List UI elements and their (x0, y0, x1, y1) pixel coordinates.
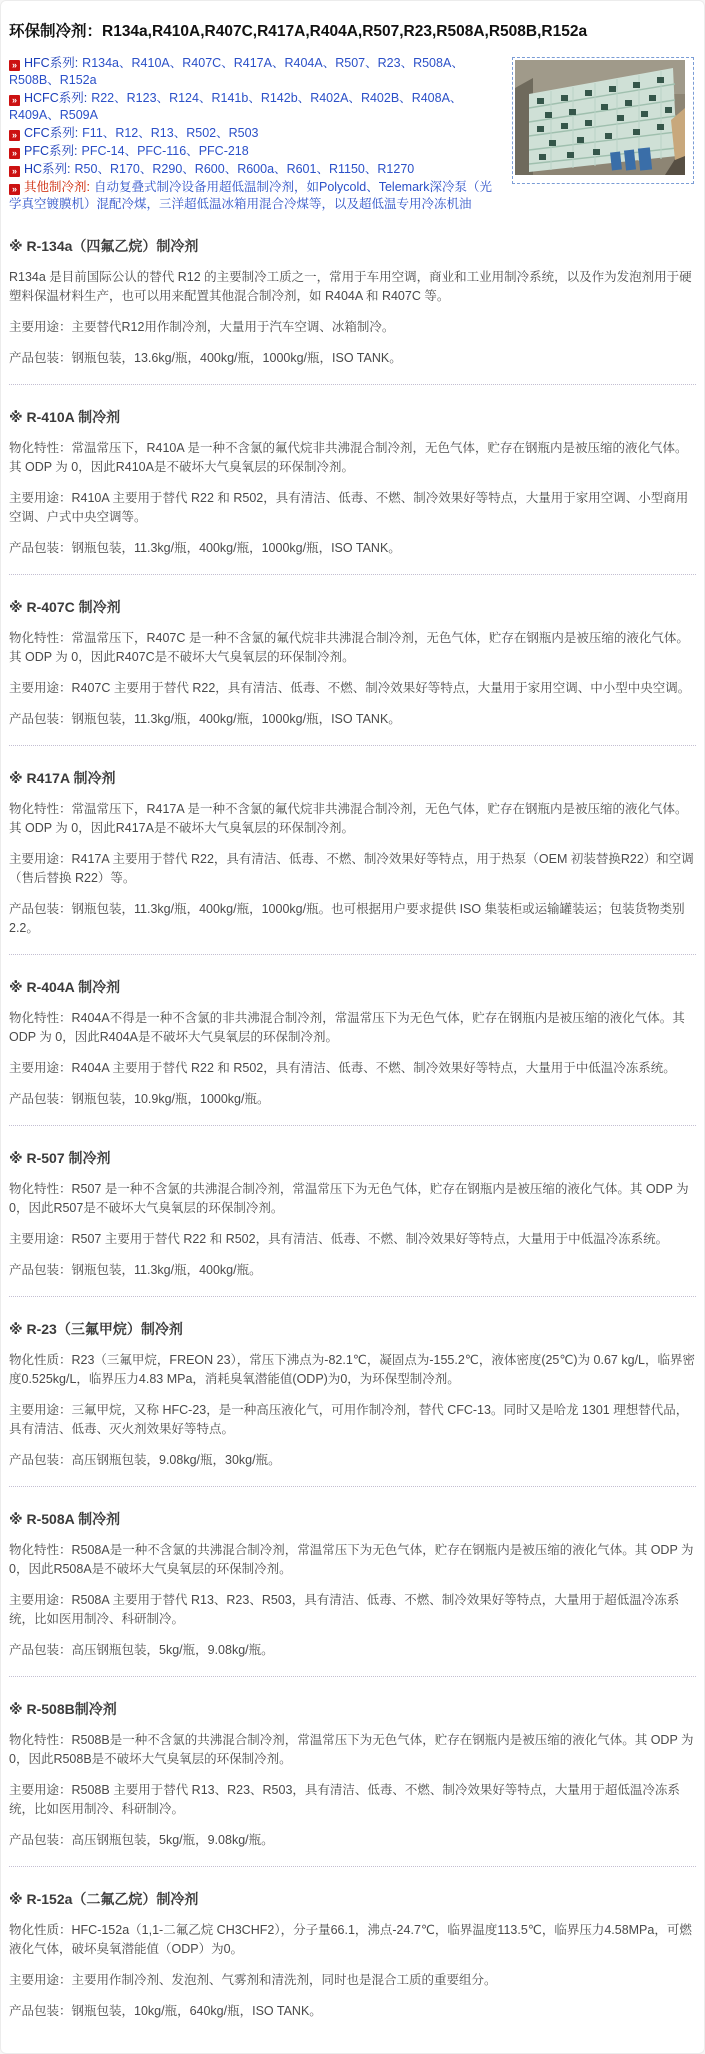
refrigerant-link-pfc-218[interactable]: PFC-218 (198, 144, 249, 158)
r134a-packaging: 产品包装：钢瓶包装，13.6kg/瓶，400kg/瓶，1000kg/瓶，ISO TANK。 (9, 351, 402, 365)
section-r508a (9, 1509, 696, 1660)
refrigerant-link-r600[interactable]: R600 (194, 162, 225, 176)
link-separator: 、 (97, 162, 110, 176)
section-heading-r508b: ※ R-508B制冷剂 (9, 1701, 117, 1717)
red-arrow-bullet-icon: » (9, 148, 20, 159)
refrigerant-link-r601[interactable]: R601 (286, 162, 317, 176)
refrigerant-link-r409a[interactable]: R409A (9, 108, 48, 122)
link-separator: 、 (119, 56, 132, 70)
refrigerant-link-r507[interactable]: R507 (335, 56, 366, 70)
link-separator: 、 (186, 144, 199, 158)
r410a-packaging: 产品包装：钢瓶包装，11.3kg/瓶，400kg/瓶，1000kg/瓶，ISO TANK。 (9, 541, 401, 555)
link-separator: 、 (156, 91, 170, 105)
link-separator: 、 (138, 126, 151, 140)
link-separator: 、 (47, 108, 60, 122)
r407c-properties: 物化特性：常温常压下，R407C 是一种不含氯的氟代烷非共沸混合制冷剂，无色气体，贮存在钢瓶内是被压缩的液化气体。其 ODP 为 0，因此R407C是不破坏大气臭氧层的环保制冷剂。 (9, 631, 689, 664)
page-title: 环保制冷剂：R134a,R410A,R407C,R417A,R404A,R507,R23,R508A,R508B,R152a (9, 23, 588, 40)
refrigerant-link-pfc-116[interactable]: PFC-116 (137, 144, 187, 158)
section-r508b (9, 1699, 696, 1850)
series-links-pfc (81, 144, 248, 158)
refrigerant-link-r13[interactable]: R13 (150, 126, 174, 140)
link-separator: 、 (139, 162, 153, 176)
refrigerant-link-r50[interactable]: R50 (74, 162, 98, 176)
section-r404a (9, 977, 696, 1109)
red-arrow-bullet-icon: » (9, 130, 20, 141)
r410a-main-uses: 主要用途：R410A 主要用于替代 R22 和 R502，具有清洁、低毒、不燃、制冷效果好等特点，大量用于家用空调、小型商用空调、户式中央空调等。 (9, 491, 689, 524)
link-separator: 、 (182, 162, 195, 176)
series-label-hc[interactable]: HC系列: (24, 162, 71, 176)
link-separator: 、 (322, 56, 336, 70)
section-r23 (9, 1319, 696, 1470)
r507-packaging: 产品包装：钢瓶包装，11.3kg/瓶，400kg/瓶。 (9, 1263, 262, 1277)
refrigerant-link-r509a[interactable]: R509A (59, 108, 98, 122)
refrigerant-link-r402b[interactable]: R402B (360, 91, 400, 105)
link-separator: 、 (198, 91, 212, 105)
r417a-packaging: 产品包装：钢瓶包装，11.3kg/瓶，400kg/瓶，1000kg/瓶。也可根据用户要求提供 ISO 集装柜或运输罐装运；包装货物类别 2.2。 (9, 902, 685, 935)
link-separator: 、 (451, 56, 464, 70)
r407c-main-uses: 主要用途：R407C 主要用于替代 R22，具有清洁、低毒、不燃、制冷效果好等特点，大量用于家用空调、中小型中央空调。 (9, 681, 691, 695)
section-heading-r404a: ※ R-404A 制冷剂 (9, 979, 121, 995)
r508b-packaging: 产品包装：高压钢瓶包装，5kg/瓶，9.08kg/瓶。 (9, 1833, 274, 1847)
section-heading-r417a: ※ R417A 制冷剂 (9, 770, 116, 786)
section-heading-r410a: ※ R-410A 制冷剂 (9, 409, 121, 425)
refrigerant-series-nav (9, 55, 696, 214)
section-r410a (9, 407, 696, 558)
r507-main-uses: 主要用途：R507 主要用于替代 R22 和 R502，具有清洁、低毒、不燃、制冷效果好等特点，大量用于中低温冷冻系统。 (9, 1232, 669, 1246)
series-row-other (9, 179, 696, 213)
link-separator: 、 (169, 56, 183, 70)
refrigerant-link-r22[interactable]: R22 (91, 91, 115, 105)
link-separator: 、 (102, 126, 116, 140)
series-label-hfc[interactable]: HFC系列: (24, 56, 79, 70)
product-boxes-photo-illustration (515, 60, 685, 175)
r404a-packaging: 产品包装：钢瓶包装，10.9kg/瓶，1000kg/瓶。 (9, 1092, 270, 1106)
link-separator: 、 (348, 91, 361, 105)
refrigerant-link-r503[interactable]: R503 (228, 126, 259, 140)
red-arrow-bullet-icon: » (9, 60, 20, 71)
section-divider (9, 745, 696, 746)
refrigerant-link-r417a[interactable]: R417A (233, 56, 272, 70)
refrigerant-link-r1270[interactable]: R1270 (377, 162, 415, 176)
series-label-pfc[interactable]: PFC系列: (24, 144, 78, 158)
r508a-main-uses: 主要用途：R508A 主要用于替代 R13、R23、R503，具有清洁、低毒、不燃、制冷效果好等特点，大量用于超低温冷冻系统，比如医用制冷、科研制冷。 (9, 1593, 680, 1626)
refrigerant-link-r12[interactable]: R12 (115, 126, 139, 140)
section-heading-r23: ※ R-23（三氟甲烷）制冷剂 (9, 1321, 183, 1337)
r134a-main-uses: 主要用途：主要替代R12用作制冷剂，大量用于汽车空调、冰箱制冷。 (9, 320, 395, 334)
r404a-main-uses: 主要用途：R404A 主要用于替代 R22 和 R502，具有清洁、低毒、不燃、制冷效果好等特点，大量用于中低温冷冻系统。 (9, 1061, 676, 1075)
refrigerant-link-r290[interactable]: R290 (152, 162, 183, 176)
section-r134a (9, 236, 696, 368)
r23-main-uses: 主要用途：三氟甲烷，又称 HFC-23，是一种高压液化气，可用作制冷剂，替代 CFC-13。同时又是哈龙 1301 理想替代品，具有清洁、低毒、灭火剂效果好等特点。 (9, 1403, 689, 1436)
r152a-packaging: 产品包装：钢瓶包装，10kg/瓶，640kg/瓶，ISO TANK。 (9, 2004, 322, 2018)
other-refrigerants-text[interactable]: 自动复叠式制冷设备用超低温制冷剂，如Polycold、Telemark深冷泵（光学真空镀膜机）混配冷煤，三洋超低温冰箱用混合冷煤等，以及超低温专用冷冻机油 (9, 180, 492, 211)
refrigerant-link-r508a[interactable]: R508A (413, 56, 452, 70)
r404a-properties: 物化特性：R404A不得是一种不含氯的非共沸混合制冷剂，常温常压下为无色气体，贮存在钢瓶内是被压缩的液化气体。其 ODP 为 0，因此R404A是不破坏大气臭氧层的环保制冷剂。 (9, 1011, 685, 1044)
refrigerant-link-r402a[interactable]: R402A (310, 91, 349, 105)
refrigerant-link-f11[interactable]: F11 (82, 126, 103, 140)
link-separator: 、 (364, 162, 378, 176)
section-heading-r507: ※ R-507 制冷剂 (9, 1150, 111, 1166)
series-label-other[interactable]: 其他制冷剂: (24, 180, 90, 194)
r508b-main-uses: 主要用途：R508B 主要用于替代 R13、R23、R503，具有清洁、低毒、不燃、制冷效果好等特点，大量用于超低温冷冻系统，比如医用制冷、科研制冷。 (9, 1783, 680, 1816)
refrigerant-link-r508b[interactable]: R508B (9, 73, 48, 87)
refrigerant-link-r408a[interactable]: R408A (411, 91, 450, 105)
link-separator: 、 (271, 56, 285, 70)
link-separator: 、 (224, 162, 238, 176)
link-separator: 、 (449, 91, 463, 105)
link-separator: 、 (316, 162, 329, 176)
r23-properties: 物化性质：R23（三氟甲烷，FREON 23），常压下沸点为-82.1℃，凝固点为-155.2℃，液体密度(25℃)为 0.67 kg/L，临界密度0.525kg/L，临界压力4.83 MPa，消耗臭氧潜能值(ODP)为0，为环保型制冷剂。 (9, 1353, 695, 1386)
refrigerant-link-r134a[interactable]: R134a (82, 56, 120, 70)
refrigerant-link-r123[interactable]: R123 (126, 91, 157, 105)
r23-packaging: 产品包装：高压钢瓶包装，9.08kg/瓶，30kg/瓶。 (9, 1453, 281, 1467)
section-divider (9, 1676, 696, 1677)
section-divider (9, 954, 696, 955)
r508b-properties: 物化特性：R508B是一种不含氯的共沸混合制冷剂，常温常压下为无色气体，贮存在钢瓶内是被压缩的液化气体。其 ODP 为 0，因此R508B是不破坏大气臭氧层的环保制冷剂。 (9, 1733, 694, 1766)
section-heading-r152a: ※ R-152a（二氟乙烷）制冷剂 (9, 1891, 199, 1907)
link-separator: 、 (400, 56, 414, 70)
red-arrow-bullet-icon: » (9, 184, 20, 195)
product-boxes-photo (512, 57, 694, 184)
refrigerant-link-r170[interactable]: R170 (109, 162, 140, 176)
red-arrow-bullet-icon: » (9, 166, 20, 177)
refrigerant-link-r142b[interactable]: R142b (260, 91, 298, 105)
section-divider (9, 1125, 696, 1126)
series-label-cfc[interactable]: CFC系列: (24, 126, 79, 140)
link-separator: 、 (274, 162, 287, 176)
refrigerant-link-r410a[interactable]: R410A (131, 56, 170, 70)
refrigerant-link-r141b[interactable]: R141b (211, 91, 249, 105)
link-separator: 、 (365, 56, 378, 70)
refrigerant-link-r23[interactable]: R23 (377, 56, 401, 70)
r152a-properties: 物化性质：HFC-152a（1,1-二氟乙烷 CH3CHF2），分子量66.1，沸点-24.7℃，临界温度113.5℃，临界压力4.58MPa，可燃液化气体，破坏臭氧潜能值（ODP）为0。 (9, 1923, 692, 1956)
link-separator: 、 (124, 144, 138, 158)
link-separator: 、 (173, 126, 187, 140)
section-divider (9, 1486, 696, 1487)
refrigerant-link-r124[interactable]: R124 (169, 91, 199, 105)
section-divider (9, 1296, 696, 1297)
section-r507 (9, 1148, 696, 1280)
section-r417a (9, 768, 696, 938)
link-separator: 、 (114, 91, 127, 105)
series-label-hcfc[interactable]: HCFC系列: (24, 91, 88, 105)
refrigerant-link-pfc-14[interactable]: PFC-14 (81, 144, 125, 158)
section-r152a (9, 1889, 696, 2021)
section-divider (9, 384, 696, 385)
refrigerant-link-r1150[interactable]: R1150 (328, 162, 365, 176)
link-separator: 、 (297, 91, 311, 105)
r152a-main-uses: 主要用途：主要用作制冷剂、发泡剂、气雾剂和清洗剂，同时也是混合工质的重要组分。 (9, 1973, 497, 1987)
refrigerant-link-r600a[interactable]: R600a (237, 162, 275, 176)
r407c-packaging: 产品包装：钢瓶包装，11.3kg/瓶，400kg/瓶，1000kg/瓶，ISO TANK。 (9, 712, 401, 726)
refrigerant-link-r407c[interactable]: R407C (182, 56, 222, 70)
link-separator: 、 (221, 56, 234, 70)
section-heading-r134a: ※ R-134a（四氟乙烷）制冷剂 (9, 238, 199, 254)
link-separator: 、 (216, 126, 229, 140)
r508a-packaging: 产品包装：高压钢瓶包装，5kg/瓶，9.08kg/瓶。 (9, 1643, 274, 1657)
refrigerant-link-r404a[interactable]: R404A (284, 56, 323, 70)
refrigerant-link-r152a[interactable]: R152a (59, 73, 97, 87)
section-heading-r508a: ※ R-508A 制冷剂 (9, 1511, 121, 1527)
r508a-properties: 物化特性：R508A是一种不含氯的共沸混合制冷剂，常温常压下为无色气体，贮存在钢瓶内是被压缩的液化气体。其 ODP 为 0，因此R508A是不破坏大气臭氧层的环保制冷剂。 (9, 1543, 694, 1576)
r134a-description: R134a 是目前国际公认的替代 R12 的主要制冷工质之一，常用于车用空调，商业和工业用制冷系统，以及作为发泡剂用于硬塑料保温材料生产，也可以用来配置其他混合制冷剂，如 R404A 和 R407C 等。 (9, 270, 692, 303)
r417a-properties: 物化特性：常温常压下，R417A 是一种不含氯的氟代烷非共沸混合制冷剂，无色气体，贮存在钢瓶内是被压缩的液化气体。其 ODP 为 0，因此R417A是不破坏大气臭氧层的环保制冷剂。 (9, 802, 688, 835)
red-arrow-bullet-icon: » (9, 95, 20, 106)
series-links-cfc (82, 126, 258, 140)
series-links-hc (75, 162, 415, 176)
refrigerant-link-r502[interactable]: R502 (186, 126, 217, 140)
section-heading-r407c: ※ R-407C 制冷剂 (9, 599, 121, 615)
section-divider (9, 1866, 696, 1867)
link-separator: 、 (399, 91, 412, 105)
link-separator: 、 (248, 91, 261, 105)
r410a-properties: 物化特性：常温常压下，R410A 是一种不含氯的氟代烷非共沸混合制冷剂，无色气体，贮存在钢瓶内是被压缩的液化气体。其 ODP 为 0，因此R410A是不破坏大气臭氧层的环保制冷剂。 (9, 441, 688, 474)
r507-properties: 物化特性：R507 是一种不含氯的共沸混合制冷剂，常温常压下为无色气体，贮存在钢瓶内是被压缩的液化气体。其 ODP 为 0，因此R507是不破坏大气臭氧层的环保制冷剂。 (9, 1182, 689, 1215)
section-r407c (9, 597, 696, 729)
section-divider (9, 574, 696, 575)
link-separator: 、 (47, 73, 60, 87)
r417a-main-uses: 主要用途：R417A 主要用于替代 R22，具有清洁、低毒、不燃、制冷效果好等特点，用于热泵（OEM 初装替换R22）和空调（售后替换 R22）等。 (9, 852, 694, 885)
